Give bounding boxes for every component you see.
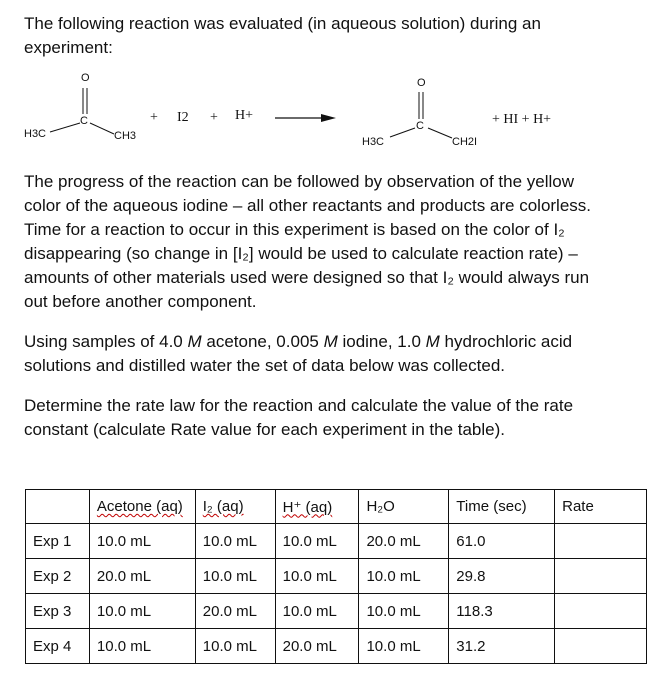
table-cell: Exp 1 [26, 524, 90, 559]
byproducts: + HI + H+ [492, 112, 552, 127]
table-cell: 10.0 mL [275, 524, 359, 559]
molar-unit: M [187, 332, 202, 351]
table-row [26, 524, 647, 559]
reactant-bond-right [90, 123, 114, 134]
table-header-cell [26, 490, 90, 524]
table-header-cell [275, 490, 359, 524]
p1-line-1: The progress of the reaction can be followed by observation of the yellow [24, 172, 574, 191]
table-cell: 10.0 mL [359, 629, 449, 664]
table-cell: 20.0 mL [195, 594, 275, 629]
table-header-cell: Rate [555, 490, 647, 524]
task-paragraph [24, 394, 652, 442]
reaction-arrow-head [321, 114, 336, 122]
table-cell: 10.0 mL [359, 559, 449, 594]
p2-line-2: solutions and distilled water the set of data below was collected. [24, 356, 505, 375]
table-cell [555, 559, 647, 594]
molar-unit: M [323, 332, 338, 351]
table-cell: 20.0 mL [89, 559, 195, 594]
reactant-oxygen: O [81, 72, 90, 84]
intro-line-2: experiment: [24, 38, 113, 57]
table-cell: 31.2 [449, 629, 555, 664]
molar-unit: M [425, 332, 440, 351]
reactant-carbon: C [80, 115, 88, 127]
table-row [26, 594, 647, 629]
samples-paragraph [24, 330, 652, 378]
table-cell: Exp 4 [26, 629, 90, 664]
table-cell: Exp 3 [26, 594, 90, 629]
table-cell [555, 629, 647, 664]
product-iodomethyl: CH2I [452, 136, 478, 148]
table-cell [555, 594, 647, 629]
table-cell: 10.0 mL [275, 594, 359, 629]
intro-line-1: The following reaction was evaluated (in aqueous solution) during an [24, 14, 541, 33]
table-cell [555, 524, 647, 559]
table-row [26, 559, 647, 594]
table-cell: 10.0 mL [89, 594, 195, 629]
p2-text-d: hydrochloric acid [439, 332, 573, 351]
p2-text-c: iodine, 1.0 [337, 332, 426, 351]
data-table [25, 489, 647, 664]
proton-reactant: H+ [235, 108, 254, 123]
plus-sign-1: + [150, 110, 158, 125]
header-acetone: Acetone (aq) [96, 498, 183, 515]
plus-sign-2: + [210, 110, 218, 125]
table-cell: 10.0 mL [359, 594, 449, 629]
reactant-bond-left [50, 123, 80, 132]
p3-line-2: constant (calculate Rate value for each experiment in the table). [24, 420, 505, 439]
product-bond-right [428, 128, 452, 138]
header-acid: H⁺ (aq) [282, 498, 333, 516]
p3-line-1: Determine the rate law for the reaction and calculate the value of the rate [24, 396, 574, 415]
p1-line-4: disappearing (so change in [I₂] would be used to calculate reaction rate) – [24, 244, 578, 263]
table-cell: 10.0 mL [195, 524, 275, 559]
table-header-cell: Time (sec) [449, 490, 555, 524]
product-oxygen: O [417, 77, 426, 89]
p2-text-b: acetone, 0.005 [201, 332, 324, 351]
table-header-row [26, 490, 647, 524]
intro-paragraph [24, 12, 652, 60]
table-cell: 29.8 [449, 559, 555, 594]
table-cell: 10.0 mL [275, 559, 359, 594]
product-carbon: C [416, 120, 424, 132]
table-cell: 20.0 mL [275, 629, 359, 664]
product-bond-left [390, 128, 415, 137]
reactant-methyl-left: H3C [24, 128, 47, 140]
table-cell: 61.0 [449, 524, 555, 559]
progress-paragraph [24, 170, 652, 314]
table-row [26, 629, 647, 664]
p2-text-a: Using samples of 4.0 [24, 332, 188, 351]
p1-line-6: out before another component. [24, 292, 257, 311]
table-header-cell [89, 490, 195, 524]
p1-line-5: amounts of other materials used were designed so that I₂ would always run [24, 268, 590, 287]
table-cell: 20.0 mL [359, 524, 449, 559]
table-cell: 10.0 mL [195, 629, 275, 664]
table-cell: 10.0 mL [195, 559, 275, 594]
product-methyl: H3C [362, 136, 385, 148]
p1-line-2: color of the aqueous iodine – all other reactants and products are colorless. [24, 196, 592, 215]
iodine-reactant: I2 [177, 110, 189, 125]
reaction-bonds [0, 66, 670, 166]
table-header-cell [195, 490, 275, 524]
p1-line-3: Time for a reaction to occur in this experiment is based on the color of I₂ [24, 220, 565, 239]
table-cell: Exp 2 [26, 559, 90, 594]
reactant-methyl-right: CH3 [114, 130, 137, 142]
table-cell: 10.0 mL [89, 524, 195, 559]
table-cell: 118.3 [449, 594, 555, 629]
header-iodine: I₂ (aq) [202, 498, 244, 515]
table-header-cell: H₂O [359, 490, 449, 524]
table-cell: 10.0 mL [89, 629, 195, 664]
